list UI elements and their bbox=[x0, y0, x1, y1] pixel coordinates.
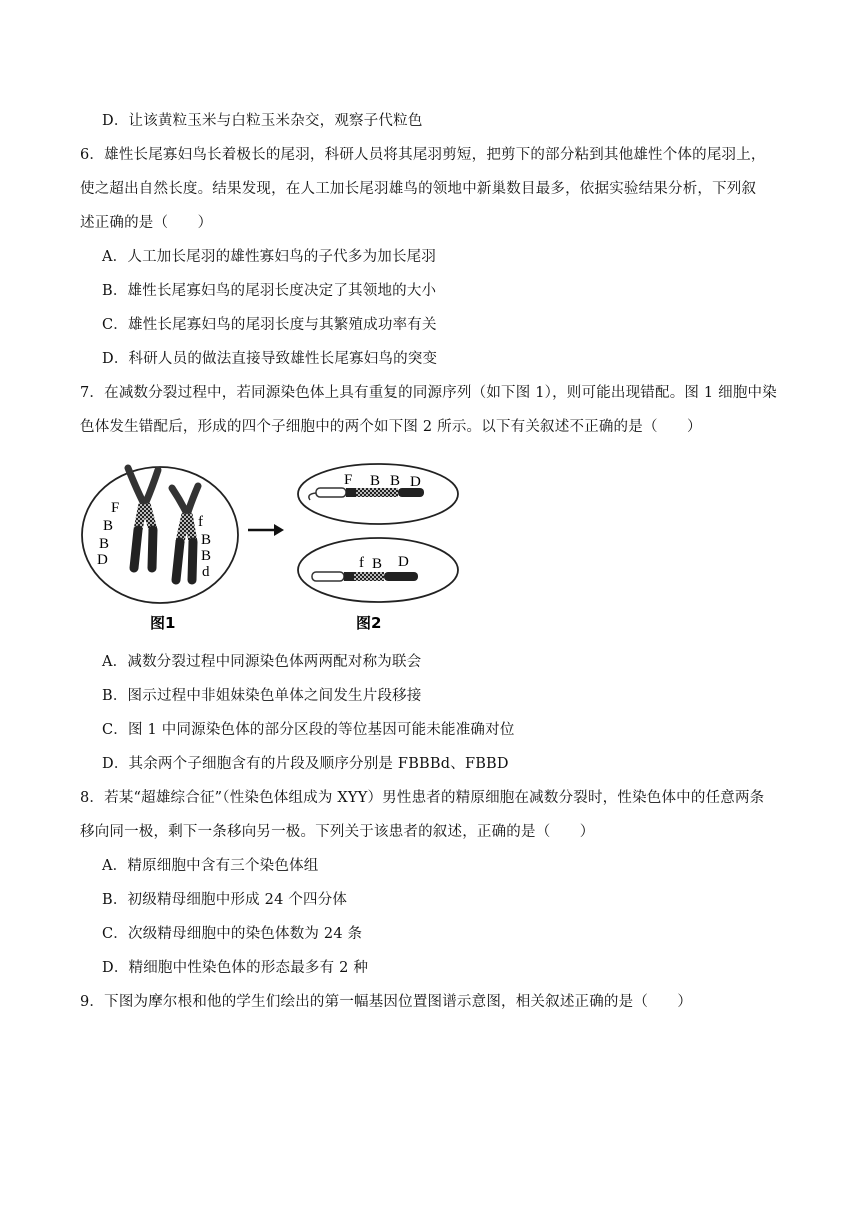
q6-option-a: A．人工加长尾羽的雄性寡妇鸟的子代多为加长尾羽 bbox=[102, 249, 437, 265]
q7-option-b: B．图示过程中非姐妹染色单体之间发生片段移接 bbox=[102, 688, 422, 704]
arrow-icon bbox=[248, 524, 284, 536]
q8-option-b: B．初级精母细胞中形成 24 个四分体 bbox=[102, 892, 348, 908]
fig1-left-label-4: D bbox=[97, 552, 108, 568]
fig1-cell-outline bbox=[82, 467, 238, 603]
chromosome-figure bbox=[80, 460, 480, 640]
fig1-right-chromosome bbox=[172, 486, 198, 580]
fig1-right-label-3: B bbox=[201, 548, 212, 564]
fig2-bottom-label-1: f bbox=[359, 555, 364, 571]
q7-option-d: D．其余两个子细胞含有的片段及顺序分别是 FBBBd、FBBD bbox=[102, 756, 509, 772]
fig2-top-label-1: F bbox=[344, 472, 353, 488]
fig2-bottom-chromosome bbox=[312, 572, 418, 581]
q8-option-a: A．精原细胞中含有三个染色体组 bbox=[102, 858, 319, 874]
q7-option-a: A．减数分裂过程中同源染色体两两配对称为联会 bbox=[102, 654, 422, 670]
q5-option-d: D．让该黄粒玉米与白粒玉米杂交，观察子代粒色 bbox=[102, 113, 423, 129]
fig2-top-label-4: D bbox=[410, 474, 421, 490]
fig2-top-label-2: B bbox=[370, 473, 381, 489]
fig2-top-chromosome bbox=[309, 488, 424, 500]
fig1-left-label-2: B bbox=[103, 518, 114, 534]
q8-stem-line-1: 8．若某“超雄综合征”（性染色体组成为 XYY）男性患者的精原细胞在减数分裂时，性染色体中的任意两条 bbox=[80, 790, 765, 806]
fig1-right-label-2: B bbox=[201, 532, 212, 548]
q6-option-c: C．雄性长尾寡妇鸟的尾羽长度与其繁殖成功率有关 bbox=[102, 317, 437, 333]
q8-option-c: C．次级精母细胞中的染色体数为 24 条 bbox=[102, 926, 363, 942]
fig2-caption: 图2 bbox=[356, 614, 382, 632]
fig1-left-label-3: B bbox=[99, 536, 110, 552]
fig2-bottom-label-3: D bbox=[398, 554, 409, 570]
q8-option-d: D．精细胞中性染色体的形态最多有 2 种 bbox=[102, 960, 369, 976]
fig2-top-label-3: B bbox=[390, 473, 401, 489]
fig1-left-chromosome bbox=[128, 468, 158, 568]
q6-option-b: B．雄性长尾寡妇鸟的尾羽长度决定了其领地的大小 bbox=[102, 283, 437, 299]
fig1-left-label-1: F bbox=[111, 500, 120, 516]
q7-stem-line-2: 色体发生错配后，形成的四个子细胞中的两个如下图 2 所示。以下有关叙述不正确的是（ ） bbox=[80, 419, 702, 435]
q7-stem-line-1: 7．在减数分裂过程中，若同源染色体上具有重复的同源序列（如下图 1），则可能出现错配。图 1 细胞中染 bbox=[80, 385, 777, 401]
fig1-right-label-1: f bbox=[198, 514, 203, 530]
q9-stem-line-1: 9．下图为摩尔根和他的学生们绘出的第一幅基因位置图谱示意图，相关叙述正确的是（ ） bbox=[80, 994, 693, 1010]
fig2-bottom-label-2: B bbox=[372, 556, 383, 572]
q6-stem-line-3: 述正确的是（ ） bbox=[80, 215, 213, 231]
q6-option-d: D．科研人员的做法直接导致雄性长尾寡妇鸟的突变 bbox=[102, 351, 438, 367]
q6-stem-line-1: 6．雄性长尾寡妇鸟长着极长的尾羽，科研人员将其尾羽剪短，把剪下的部分粘到其他雄性个体的尾羽上， bbox=[80, 147, 766, 163]
fig1-right-label-4: d bbox=[202, 564, 210, 580]
q8-stem-line-2: 移向同一极，剩下一条移向另一极。下列关于该患者的叙述，正确的是（ ） bbox=[80, 824, 595, 840]
fig1-caption: 图1 bbox=[150, 614, 176, 632]
q7-option-c: C．图 1 中同源染色体的部分区段的等位基因可能未能准确对位 bbox=[102, 722, 515, 738]
q6-stem-line-2: 使之超出自然长度。结果发现，在人工加长尾羽雄鸟的领地中新巢数目最多，依据实验结果分析，下列叙 bbox=[80, 181, 757, 197]
